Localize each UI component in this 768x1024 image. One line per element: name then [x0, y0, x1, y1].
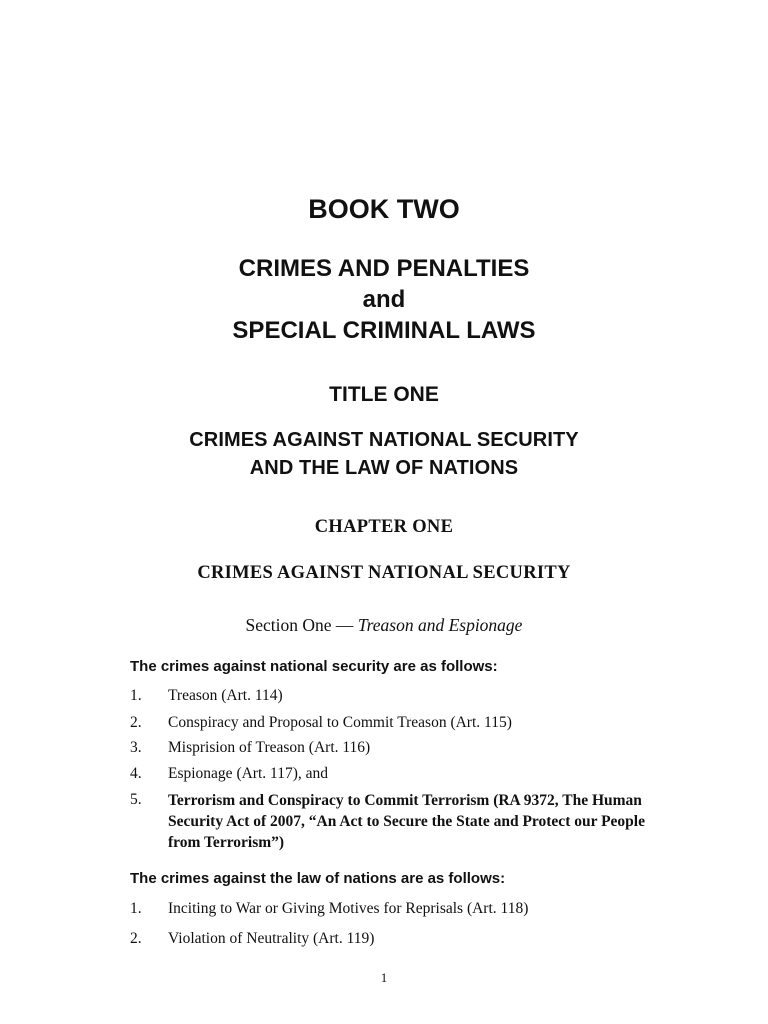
list-item — [130, 738, 650, 758]
part-title — [0, 253, 768, 346]
list-item-number: 1. — [130, 900, 142, 917]
list-item-text: Conspiracy and Proposal to Commit Treason (Art. 115) — [168, 714, 512, 731]
chapter-label: CHAPTER ONE — [314, 517, 454, 537]
section-subtitle: Treason and Espionage — [357, 615, 523, 635]
law-of-nations-intro: The crimes against the law of nations are as follows: — [130, 870, 506, 887]
page-number: 1 — [380, 970, 388, 985]
list-item-number: 2. — [130, 714, 142, 731]
list-item-text: Inciting to War or Giving Motives for Reprisals (Art. 118) — [168, 900, 529, 917]
section-label: Section One — — [245, 615, 358, 635]
list-item-text: Violation of Neutrality (Art. 119) — [168, 930, 375, 947]
list-item-number: 5. — [130, 791, 142, 808]
part-title-line: and — [362, 286, 406, 313]
list-item-text: Espionage (Art. 117), and — [168, 765, 328, 782]
list-item-text: Misprision of Treason (Art. 116) — [168, 739, 371, 756]
book-title: BOOK TWO — [308, 194, 460, 224]
list-item-number: 2. — [130, 930, 142, 947]
list-item — [130, 929, 650, 949]
title-heading-line: AND THE LAW OF NATIONS — [249, 457, 519, 479]
title-label: TITLE ONE — [329, 383, 439, 406]
title-heading-line: CRIMES AGAINST NATIONAL SECURITY — [189, 429, 579, 451]
part-title-line: SPECIAL CRIMINAL LAWS — [232, 317, 536, 344]
list-item-text: Terrorism and Conspiracy to Commit Terrorism (RA 9372, The Human Security Act of 2007, “An Act to Secure the State and Protect our People from Terrorism”) — [168, 792, 645, 851]
list-item-number: 3. — [130, 739, 142, 756]
list-item — [130, 713, 650, 733]
list-item — [130, 764, 650, 784]
list-item-number: 4. — [130, 765, 142, 782]
chapter-heading: CRIMES AGAINST NATIONAL SECURITY — [197, 563, 571, 583]
part-title-line: CRIMES AND PENALTIES — [238, 255, 530, 282]
section-heading — [0, 612, 768, 638]
title-heading — [0, 426, 768, 482]
list-item — [130, 899, 650, 919]
list-item-number: 1. — [130, 687, 142, 704]
list-item — [130, 790, 650, 853]
national-security-intro: The crimes against national security are as follows: — [130, 658, 498, 675]
list-item — [130, 686, 650, 706]
list-item-text: Treason (Art. 114) — [168, 687, 283, 704]
